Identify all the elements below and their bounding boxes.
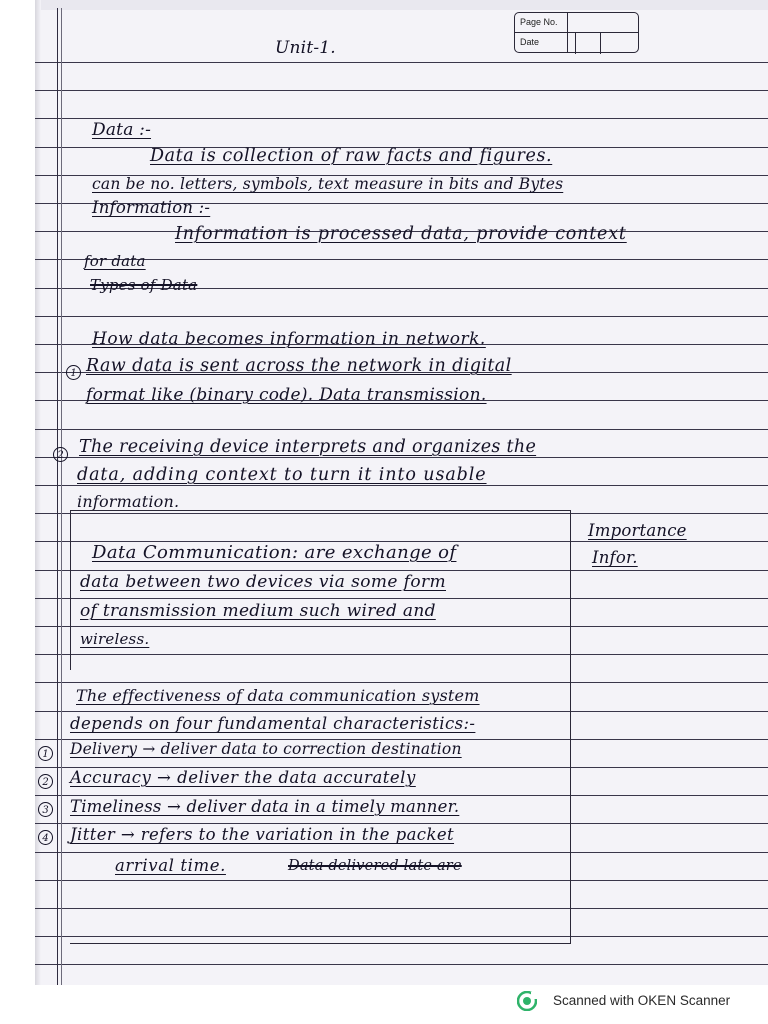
data-communication-line-3: of transmission medium such wired and bbox=[80, 601, 436, 621]
point-2-number: 2 bbox=[53, 447, 68, 462]
characteristic-3-number: 3 bbox=[38, 802, 53, 817]
oken-scanner-logo-icon bbox=[517, 991, 537, 1011]
point-1-line-2: format like (binary code). Data transmission. bbox=[86, 385, 487, 405]
ruled-line bbox=[35, 964, 768, 965]
characteristic-jitter-struck: Data delivered late are bbox=[288, 858, 462, 874]
information-definition-line-1: Information is processed data, provide context bbox=[175, 224, 627, 244]
point-2-line-1: The receiving device interprets and organizes the bbox=[79, 437, 537, 457]
data-communication-line-2: data between two devices via some form bbox=[80, 572, 446, 592]
box-left-border bbox=[70, 510, 71, 670]
date-label: Date bbox=[520, 37, 540, 47]
page-no-label: Page No. bbox=[520, 17, 558, 27]
data-definition-line-2: can be no. letters, symbols, text measure in bits and Bytes bbox=[92, 175, 564, 193]
effectiveness-line-2: depends on four fundamental characteristics:- bbox=[70, 714, 476, 733]
information-definition-line-2: for data bbox=[84, 252, 146, 270]
characteristic-jitter-line-1: Jitter → refers to the variation in the packet bbox=[70, 825, 455, 844]
point-2-line-2: data, adding context to turn it into usable bbox=[77, 465, 487, 485]
point-1-number: 1 bbox=[66, 365, 81, 380]
ruled-line bbox=[35, 90, 768, 91]
types-of-data-struck: Types of Data bbox=[90, 276, 198, 294]
side-note-infor: Infor. bbox=[592, 548, 638, 567]
page-title: Unit-1. bbox=[275, 38, 336, 58]
information-heading: Information :- bbox=[92, 198, 211, 217]
ruled-line bbox=[35, 429, 768, 430]
characteristic-2-number: 2 bbox=[38, 774, 53, 789]
point-1-line-1: Raw data is sent across the network in digital bbox=[86, 356, 512, 376]
ruled-line bbox=[35, 485, 768, 486]
data-communication-line-1: Data Communication: are exchange of bbox=[92, 542, 457, 563]
characteristic-1-number: 1 bbox=[38, 746, 53, 761]
characteristic-jitter-line-2: arrival time. bbox=[115, 856, 226, 875]
page-top-band bbox=[35, 0, 768, 10]
ruled-line bbox=[35, 316, 768, 317]
side-note-importance: Importance bbox=[588, 521, 687, 540]
effectiveness-line-1: The effectiveness of data communication system bbox=[76, 686, 480, 705]
characteristic-accuracy: Accuracy → deliver the data accurately bbox=[70, 768, 416, 787]
margin-line bbox=[57, 8, 58, 985]
how-data-heading: How data becomes information in network. bbox=[92, 329, 486, 349]
data-heading: Data :- bbox=[92, 120, 152, 140]
data-definition-line-1: Data is collection of raw facts and figures. bbox=[150, 146, 553, 166]
characteristic-delivery: Delivery → deliver data to correction destination bbox=[70, 740, 462, 758]
scanner-watermark-text: Scanned with OKEN Scanner bbox=[553, 993, 731, 1008]
margin-line-inner bbox=[61, 8, 62, 985]
point-2-line-3: information. bbox=[77, 492, 180, 511]
characteristic-4-number: 4 bbox=[38, 830, 53, 845]
characteristic-timeliness: Timeliness → deliver data in a timely manner. bbox=[70, 797, 460, 816]
ruled-line bbox=[35, 62, 768, 63]
data-communication-line-4: wireless. bbox=[80, 630, 150, 648]
page-date-box bbox=[514, 12, 639, 53]
